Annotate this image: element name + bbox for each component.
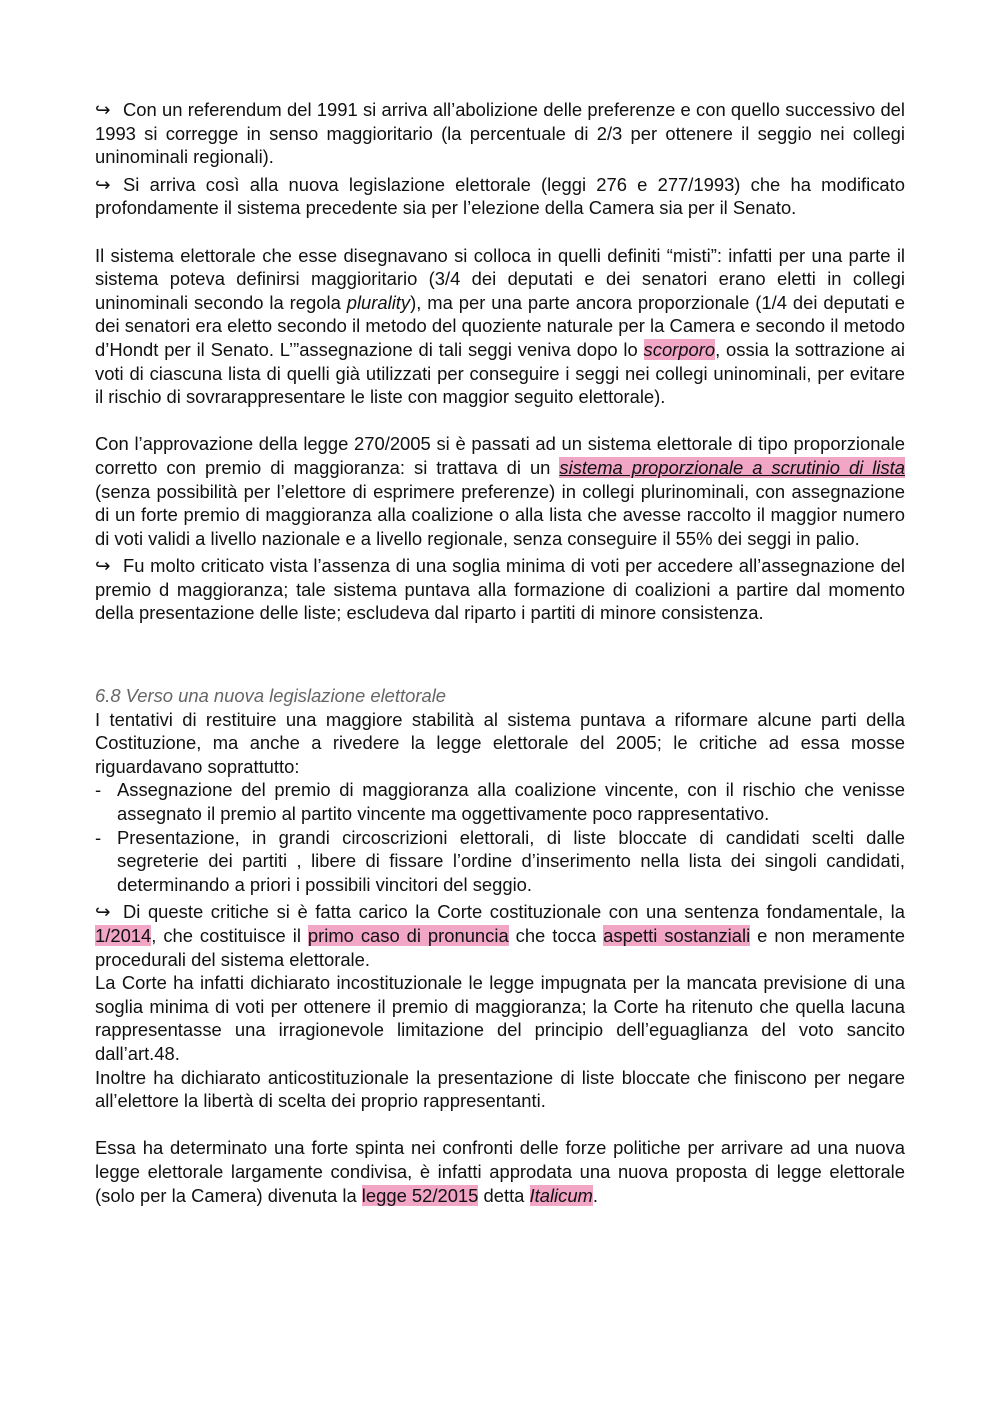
highlight-first-case: primo caso di pronuncia — [307, 925, 509, 946]
criticism-list — [95, 778, 905, 896]
return-arrow-icon: ↪ — [95, 99, 111, 120]
highlight-scorporo: scorporo — [643, 338, 716, 360]
paragraph-attempts: I tentativi di restituire una maggiore stabilità al sistema puntava a riformare alcune parti della Costituzione, ma anche a rivedere la legge elettorale del 2005; le critiche ad essa mosse riguardavano soprattutto: — [95, 708, 905, 777]
return-arrow-icon: ↪ — [95, 173, 111, 195]
paragraph-mixed-system: Il sistema elettorale che esse disegnavano si colloca in quelli definiti “misti”: infatti per una parte il sistema poteva definirsi maggioritario (3/4 dei deputati e dei senatori erano eletti in collegi uninominali secondo la regola plurality), ma per una parte ancora proporzionale (1/4 dei deputati e dei senatori era eletto secondo il metodo del quoziente naturale per la Camera e secondo il metodo d’Hondt per il Senato. L’”assegnazione di tali seggi veniva dopo lo scorporo, ossia la sottrazione ai voti di ciascuna lista di quelli già utilizzati per conseguire i seggi nei collegi uninominali, per evitare il rischio di sovrarappresentare le liste con maggior seguito elettorale). — [95, 244, 905, 408]
dash-bullet: - — [95, 779, 102, 801]
dash-bullet: - — [95, 826, 102, 848]
highlight-substantial-aspects: aspetti sostanziali — [603, 925, 751, 946]
document-page — [95, 98, 905, 1207]
section-heading: 6.8 Verso una nuova legislazione elettorale — [95, 685, 447, 707]
paragraph-italicum: Essa ha determinato una forte spinta nei confronti delle forze politiche per arrivare ad una nuova legge elettorale largamente condivisa, è infatti approdata una nuova proposta di legge elettorale (solo per la Camera) divenuta la legge 52/2015 detta Italicum. — [95, 1137, 905, 1206]
paragraph-court-decision: La Corte ha infatti dichiarato incostituzionale le legge impugnata per la mancata previsione di una soglia minima di voti per ottenere il premio di maggioranza; la Corte ha ritenuto che quella lacuna rappresentasse una irragionevole limitazione del principio dell’eguaglianza del voto sancito dall’art.48. — [95, 972, 905, 1064]
paragraph-referendum: ↪ Con un referendum del 1991 si arriva all’abolizione delle preferenze e con quello successivo del 1993 si corregge in senso maggioritario (la percentuale di 2/3 per ottenere il seggio nei collegi uninominali regionali). — [95, 99, 905, 168]
highlight-proportional-system: sistema proporzionale a scrutinio di lista — [559, 456, 905, 478]
list-item: - Assegnazione del premio di maggioranza alla coalizione vincente, con il rischio che venisse assegnato il premio al partito vincente ma oggettivamente poco rappresentativo. — [95, 779, 905, 825]
return-arrow-icon: ↪ — [95, 901, 111, 923]
highlight-italicum: Italicum — [529, 1184, 593, 1206]
highlight-1-2014: 1/2014 — [95, 925, 152, 946]
paragraph-blocked-lists: Inoltre ha dichiarato anticostituzionale la presentazione di liste bloccate che finiscono per negare all’elettore la libertà di scelta dei proprio rappresentanti. — [95, 1066, 905, 1112]
paragraph-criticism: ↪ Fu molto criticato vista l’assenza di una soglia minima di voti per accedere all’assegnazione del premio d maggioranza; tale sistema puntava alla formazione di coalizioni a partire dal momento della presentazione delle liste; escludeva dal riparto i partiti di minore consistenza. — [95, 555, 905, 624]
paragraph-constitutional-court: ↪ Di queste critiche si è fatta carico la Corte costituzionale con una sentenza fondamentale, la 1/2014, che costituisce il primo caso di pronuncia che tocca aspetti sostanziali e non meramente procedurali del sistema elettorale. — [95, 901, 905, 970]
highlight-law-52-2015: legge 52/2015 — [361, 1184, 479, 1206]
paragraph-new-legislation: ↪ Si arriva così alla nuova legislazione elettorale (leggi 276 e 277/1993) che ha modificato profondamente il sistema precedente sia per l’elezione della Camera sia per il Senato. — [95, 173, 905, 219]
return-arrow-icon: ↪ — [95, 555, 111, 577]
paragraph-law-270-2005: Con l’approvazione della legge 270/2005 si è passati ad un sistema elettorale di tipo proporzionale corretto con premio di maggioranza: si trattava di un sistema proporzionale a scrutinio di lista (senza possibilità per l’elettore di esprimere preferenze) in collegi plurinominali, con assegnazione di un forte premio di maggioranza alla coalizione o alla lista che avesse raccolto il maggior numero di voti validi a livello nazionale e a livello regionale, senza conseguire il 55% dei seggi in palio. — [95, 433, 905, 549]
list-item: - Presentazione, in grandi circoscrizioni elettorali, di liste bloccate di candidati scelti dalle segreterie dei partiti , libere di fissare l’ordine d’inserimento nella lista dei singoli candidati, determinando a priori i possibili vincitori del seggio. — [95, 826, 905, 895]
